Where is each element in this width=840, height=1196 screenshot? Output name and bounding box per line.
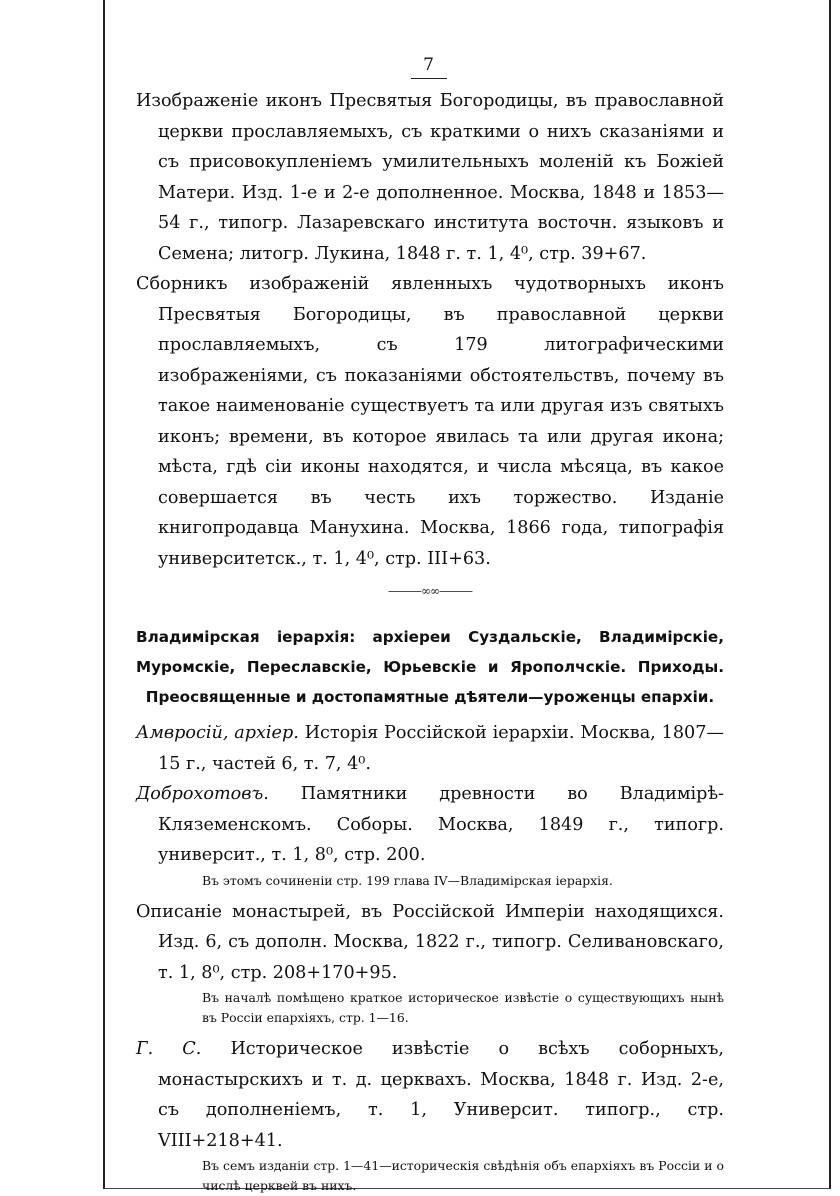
entry-text: Исторія Россійской іерархіи. Москва, 1807—15 г., частей 6, т. 7, 4⁰. [158,723,724,774]
entry-text: Историческое извѣстіе о всѣхъ соборныхъ, монастырскихъ и т. д. церквахъ. Москва, 1848 г. Изд. 2-е, съ дополненіемъ, т. 1, Университ. типогр., стр. VIII+218+41. [158,1039,724,1151]
entry-note: Въ семъ изданіи стр. 1—41—историческія свѣдѣнія объ епархіяхъ въ Россіи и о числѣ церквей въ нихъ. [202,1158,724,1193]
entry-icons-collection: Сборникъ изображеній явленныхъ чудотворныхъ иконъ Пресвятыя Богородицы, въ православной церкви прославляемыхъ, съ 179 литографическими изображеніями, съ показаніями обстоятельствъ, почему въ такое наименованіе существуетъ та или другая изъ святыхъ иконъ; времени, въ которое явилась та или другая икона; мѣста, гдѣ сіи иконы находятся, и числа мѣсяца, въ какое совершается въ честь ихъ торжество. Изданіе книгопродавца Манухина. Москва, 1866 года, типографія университетск., т. 1, 4⁰, стр. III+63. [136,274,724,569]
entry-ambrosius [136,718,724,779]
entry-icons-images: Изображеніе иконъ Пресвятыя Богородицы, въ православной церкви прославляемыхъ, съ краткими о нихъ сказаніями и съ присовокупленіемъ умилительныхъ моленій къ Божіей Матери. Изд. 1-е и 2-е дополненное. Москва, 1848 и 1853—54 г., типогр. Лазаревскаго института восточн. языковъ и Семена; литогр. Лукина, 1848 г. т. 1, 4⁰, стр. 39+67. [136,91,724,264]
entry-monasteries: Описаніе монастырей, въ Россійской Имперіи находящихся. Изд. 6, съ дополн. Москва, 1822 г., типогр. Селивановскаго, т. 1, 8⁰, стр. 208+170+95. [136,901,724,983]
page-number: 7 [0,55,840,79]
entry-author: Доброхотовъ. [136,784,269,804]
section-heading: Владимірская іерархія: архіереи Суздальскіе, Владимірскіе, Муромскіе, Переславскіе, Юрьевскіе и Ярополчскіе. Приходы. Преосвященные и достопамятные дѣятели—уроженцы епархіи. [136,628,724,706]
ornament-divider: ———∞∞——— [388,584,472,598]
entry-dobrokhotov [136,779,724,871]
entry-author: Амвросій, архіер. [136,723,299,743]
entry-note: Въ этомъ сочиненіи стр. 199 глава IV—Владимірская іерархія. [202,872,613,888]
entry-author: Г. С. [136,1039,202,1059]
entry-gs [136,1034,724,1156]
entry-text: Памятники древности во Владимірѣ-Кляземенскомъ. Соборы. Москва, 1849 г., типогр. университ., т. 1, 8⁰, стр. 200. [158,784,724,865]
entry-note: Въ началѣ помѣщено краткое историческое извѣстіе о существующихъ нынѣ въ Россіи епархіяхъ, стр. 1—16. [202,990,724,1025]
page-content [136,86,724,1196]
